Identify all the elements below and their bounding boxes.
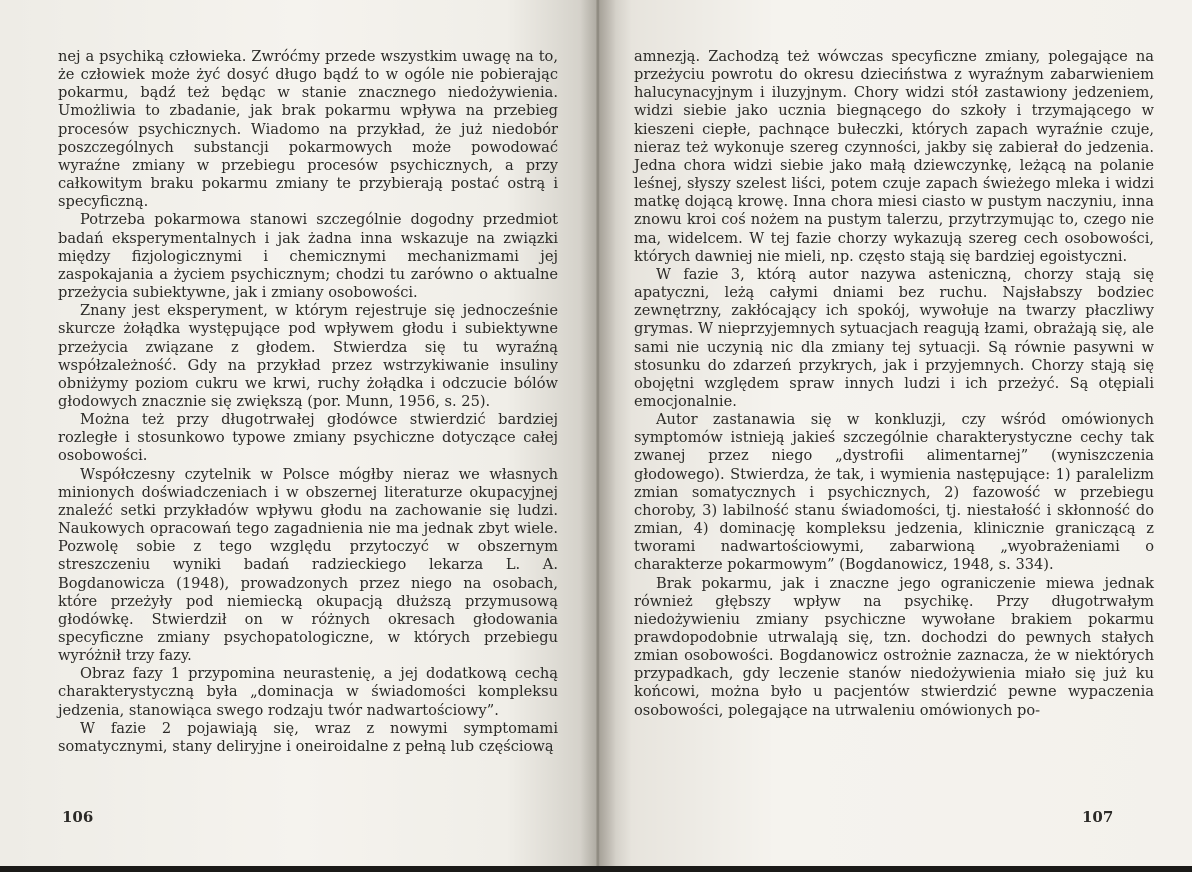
paragraph: Współczesny czytelnik w Polsce mógłby nieraz we własnych minionych doświadczeniach i w obszernej literaturze okupacyjnej znaleźć setki przykładów wpływu głodu na zachowanie się ludzi. Naukowych opracowań tego zagadnienia nie ma jednak zbyt wiele. Pozwolę sobie z tego względu przytoczyć w obszernym streszczeniu wyniki badań radzieckiego lekarza L. A. Bogdanowicza (1948), prowadzonych przez niego na osobach, które przeżyły pod niemiecką okupacją dłuższą przymusową głodówkę. Stwierdził on w różnych okresach głodowania specyficzne zmiany psychopatologiczne, w których przebiegu wyróżnił trzy fazy. — [58, 465, 558, 665]
paragraph: Można też przy długotrwałej głodówce stwierdzić bardziej rozległe i stosunkowo typowe zmiany psychiczne dotyczące całej osobowości. — [58, 411, 558, 465]
right-page-text — [634, 48, 1154, 720]
paragraph: Znany jest eksperyment, w którym rejestruje się jednocześnie skurcze żołądka występujące pod wpływem głodu i subiektywne przeżycia związane z głodem. Stwierdza się tu wyraźną współzależność. Gdy na przykład przez wstrzykiwanie insuliny obniżymy poziom cukru we krwi, ruchy żołądka i odczucie bólów głodowych znacznie się zwiększą (por. Munn, 1956, s. 25). — [58, 302, 558, 410]
left-page-text — [58, 48, 558, 756]
paragraph: W fazie 2 pojawiają się, wraz z nowymi symptomami somatycznymi, stany deliryjne i oneiroidalne z pełną lub częściową — [58, 719, 558, 755]
right-page — [596, 0, 1192, 872]
paragraph: W fazie 3, którą autor nazywa asteniczną, chorzy stają się apatyczni, leżą całymi dniami bez ruchu. Najsłabszy bodziec zewnętrzny, zakłócający ich spokój, wywołuje na twarzy płaczliwy grymas. W nieprzyjemnych sytuacjach reagują łzami, obrażają się, ale sami nie uczynią nic dla zmiany tej sytuacji. Są równie pasywni w stosunku do zdarzeń przykrych, jak i przyjemnych. Chorzy stają się obojętni względem spraw innych ludzi i ich przeżyć. Są otępiali emocjonalnie. — [634, 265, 1154, 410]
paragraph: Potrzeba pokarmowa stanowi szczególnie dogodny przedmiot badań eksperymentalnych i jak żadna inna wskazuje na związki między fizjologicznymi i chemicznymi mechanizmami jej zaspokajania a życiem psychicznym; chodzi tu zarówno o aktualne przeżycia subiektywne, jak i zmiany osobowości. — [58, 211, 558, 302]
page-number: 106 — [62, 808, 94, 826]
scan-edge — [0, 866, 1192, 872]
paragraph: Brak pokarmu, jak i znaczne jego ograniczenie miewa jednak również głębszy wpływ na psychikę. Przy długotrwałym niedożywieniu zmiany psychiczne wywołane brakiem pokarmu prawdopodobnie utrwalają się, tzn. dochodzi do pewnych stałych zmian osobowości. Bogdanowicz ostrożnie zaznacza, że w niektórych przypadkach, gdy leczenie stanów niedożywienia miało się już ku końcowi, można było u pacjentów stwierdzić pewne wypaczenia osobowości, polegające na utrwaleniu omówionych po- — [634, 574, 1154, 719]
paragraph: Autor zastanawia się w konkluzji, czy wśród omówionych symptomów istnieją jakieś szczególnie charakterystyczne cechy tak zwanej przez niego „dystrofii alimentarnej” (wyniszczenia głodowego). Stwierdza, że tak, i wymienia następujące: 1) paralelizm zmian somatycznych i psychicznych, 2) fazowość w przebiegu choroby, 3) labilność stanu świadomości, tj. niestałość i skłonność do zmian, 4) dominację kompleksu jedzenia, klinicznie graniczącą z tworami nadwartościowymi, zabarwioną „wyobrażeniami o charakterze pokarmowym” (Bogdanowicz, 1948, s. 334). — [634, 411, 1154, 574]
paragraph: amnezją. Zachodzą też wówczas specyficzne zmiany, polegające na przeżyciu powrotu do okresu dzieciństwa z wyraźnym zabarwieniem halucynacyjnym i iluzyjnym. Chory widzi stół zastawiony jedzeniem, widzi siebie jako ucznia biegnącego do szkoły i trzymającego w kieszeni ciepłe, pachnące bułeczki, których zapach wyraźnie czuje, nieraz też wykonuje szereg czynności, jakby się zabierał do jedzenia. Jedna chora widzi siebie jako małą dziewczynkę, leżącą na polanie leśnej, słyszy szelest liści, potem czuje zapach świeżego mleka i widzi matkę dojącą krowę. Inna chora miesi ciasto w pustym naczyniu, inna znowu kroi coś nożem na pustym talerzu, przytrzymując to, czego nie ma, widelcem. W tej fazie chorzy wykazują szereg cech osobowości, których dawniej nie mieli, np. często stają się bardziej egoistyczni. — [634, 48, 1154, 265]
paragraph: nej a psychiką człowieka. Zwróćmy przede wszystkim uwagę na to, że człowiek może żyć dosyć długo bądź to w ogóle nie pobierając pokarmu, bądź też będąc w stanie znacznego niedożywienia. Umożliwia to zbadanie, jak brak pokarmu wpływa na przebieg procesów psychicznych. Wiadomo na przykład, że już niedobór poszczególnych substancji pokarmowych może powodować wyraźne zmiany w przebiegu procesów psychicznych, a przy całkowitym braku pokarmu zmiany te przybierają postać ostrą i specyficzną. — [58, 48, 558, 211]
page-number: 107 — [1082, 808, 1114, 826]
paragraph: Obraz fazy 1 przypomina neurastenię, a jej dodatkową cechą charakterystyczną była „dominacja w świadomości kompleksu jedzenia, stanowiąca swego rodzaju twór nadwartościowy”. — [58, 665, 558, 719]
